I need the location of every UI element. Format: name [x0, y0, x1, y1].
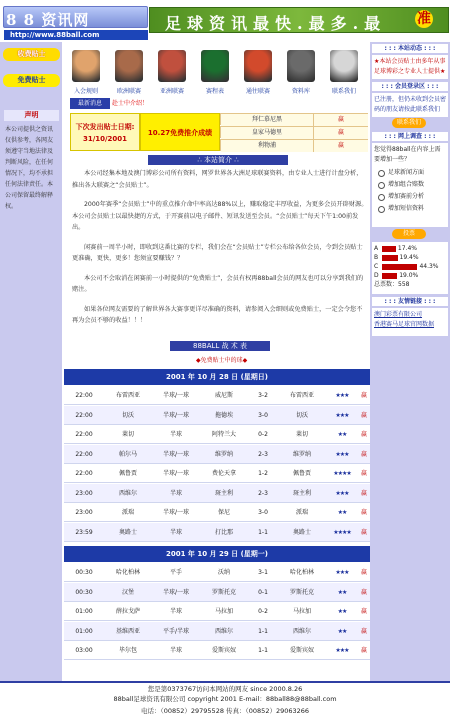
fixture-pick: 奥路士	[292, 528, 311, 536]
fixture-stars: ★★	[337, 588, 347, 596]
fixture-time: 00:30	[75, 588, 93, 596]
poll-result-label: B	[374, 254, 379, 261]
fixture-stars: ★★★	[335, 647, 349, 654]
nav-label: 入会规则	[73, 88, 98, 95]
fixture-pick: 马拉加	[292, 608, 311, 615]
fixture-row	[64, 641, 370, 660]
fixture-row	[64, 445, 370, 464]
poll-option[interactable]: 增加赛前分析	[374, 191, 446, 203]
player-photo	[244, 50, 272, 82]
links-heading: : : : 友情链接 : : :	[372, 297, 448, 306]
fixture-home: 切沃	[121, 411, 134, 419]
fixture-time: 23:00	[75, 509, 93, 516]
fixture-time: 01:00	[75, 608, 93, 615]
mini-result: 赢	[313, 127, 368, 139]
fixture-away: 斑主利	[214, 489, 233, 497]
fixture-home: 毕尔包	[118, 647, 137, 654]
nav-item[interactable]	[152, 42, 192, 97]
free-tips-button[interactable]: 免费贴士	[3, 74, 60, 87]
fixture-time: 03:00	[75, 647, 93, 654]
notice-body: 本公司提供之资讯仅供参考，各网友须遵守当地法律及判断风险，在任何情况下，均不承担任何法律责任。本公司保留最终解释权。	[5, 126, 54, 210]
member-login-text: 已注册，但仍未收到会员密码的朋友请按此联系我们	[372, 93, 448, 117]
nav-label: 联系我们	[331, 88, 356, 95]
copyright-line: 88ball足球资讯有限公司 copyright 2001 E-mail：88ball88@88ball.com	[113, 695, 337, 703]
fixtures-title: 88BALL 战 术 表	[170, 341, 270, 351]
player-photo	[330, 50, 358, 82]
poll-result-row	[374, 244, 446, 253]
nav-item[interactable]	[238, 42, 278, 97]
mini-result: 赢	[313, 114, 368, 126]
mini-row	[220, 113, 368, 125]
fixture-hcap: 半球	[169, 431, 182, 438]
fixture-home: 帕尔马	[118, 450, 137, 458]
fixture-home: 布雷西亚	[115, 392, 140, 399]
fixture-stars: ★★★★	[333, 528, 351, 536]
poll-result-row	[374, 271, 446, 280]
fixture-away: 打比那	[214, 528, 233, 536]
fixture-score: 3-1	[258, 569, 268, 576]
fixture-home: 派瑞	[121, 509, 134, 516]
fixture-hcap: 半球/一球	[162, 450, 190, 458]
fixture-pick: 哈化柏林	[289, 569, 314, 576]
fixture-time: 23:00	[75, 489, 93, 497]
fixture-res: 赢	[360, 489, 367, 497]
next-tip-box	[70, 113, 140, 151]
mini-row	[220, 126, 368, 138]
poll-results	[372, 242, 448, 294]
nav-label: 资料库	[291, 88, 310, 95]
fixture-home: 莱切	[121, 431, 134, 438]
fixture-row	[64, 386, 370, 405]
fixture-res: 赢	[360, 470, 367, 477]
fixture-away: 维罗纳	[214, 450, 233, 458]
fixture-away: 西维尔	[214, 627, 233, 635]
poll-box	[372, 143, 448, 227]
fixture-time: 22:00	[75, 431, 93, 438]
about-section	[72, 168, 368, 335]
poll-heading: : : : 网上调查 : : :	[372, 132, 448, 141]
fixture-hcap: 半球	[169, 608, 182, 615]
vote-button[interactable]: 投票	[392, 229, 426, 239]
fixture-stars: ★★	[337, 431, 347, 438]
fixture-stars: ★★★★	[333, 470, 351, 477]
fixture-pick: 西维尔	[292, 627, 311, 635]
fixture-res: 赢	[360, 411, 367, 419]
about-paragraph: 本公司经集本地及澳门博彩公司所有资料，网罗世界各大洲足球联赛资料，由专业人士进行计盘分析，推出各大联赛之“会员贴士”。	[72, 170, 363, 189]
fixture-row	[64, 484, 370, 503]
next-tip-date: 31/10/2001	[82, 135, 128, 143]
fixture-hcap: 平手/半球	[162, 627, 190, 635]
fixture-hcap: 平手	[169, 569, 182, 576]
fixture-stars: ★★★	[335, 392, 349, 399]
fixture-hcap: 半球/一球	[162, 411, 190, 419]
poll-result-label: C	[374, 263, 379, 270]
fixture-time: 22:00	[75, 411, 93, 419]
fixture-pick: 派瑞	[295, 509, 308, 516]
friend-link[interactable]: 香港赛马足球官网数据	[374, 321, 435, 328]
fixture-pick: 布雷西亚	[289, 392, 314, 399]
fixture-score: 0-2	[258, 608, 268, 615]
fixture-hcap: 半球/一球	[162, 588, 190, 596]
about-paragraph: 2000年赛季“会员贴士”中的重点推介命中率高达88%以上，赚取稳定丰厚收益，为更多会员开辟财源。本公司会员贴士以最快捷的方式，于开赛前以电子邮件、短讯发送至会员。“会员贴士”每天下午1:00前发出。	[72, 201, 368, 231]
fixture-hcap: 半球/一球	[162, 509, 190, 516]
fixture-score: 0-2	[258, 431, 268, 438]
fixture-pick: 爱斯宾奴	[289, 647, 314, 654]
fixture-hcap: 半球	[169, 528, 182, 536]
site-news-text[interactable]: ★本站会员贴士由多年从事足球博彩之专业人士提供★	[372, 55, 448, 79]
fixture-row	[64, 622, 370, 641]
poll-result-bar	[382, 246, 396, 252]
banner-accent: 准	[417, 11, 431, 27]
nav-item[interactable]	[66, 42, 106, 97]
fixture-row	[64, 503, 370, 522]
poll-result-pct: 19.4%	[399, 254, 419, 261]
nav-label: 通往联赛	[245, 88, 270, 95]
fixture-score: 3-0	[258, 509, 268, 516]
nav-label: 赛程表	[205, 88, 224, 95]
fixture-pick: 罗斯托克	[289, 588, 314, 596]
fixture-hcap: 半球	[169, 647, 182, 654]
fixture-away: 费伦天拿	[211, 470, 236, 477]
fixture-res: 赢	[360, 450, 367, 458]
fixture-time: 00:30	[75, 569, 93, 576]
fixture-row	[64, 602, 370, 621]
friend-link[interactable]: 澳门彩票有限公司	[374, 311, 423, 318]
fixture-score: 1-2	[258, 470, 268, 477]
player-photo	[201, 50, 229, 82]
fixture-res: 赢	[360, 569, 367, 576]
poll-option[interactable]: 增加组合赔数	[374, 179, 446, 191]
links-box	[372, 308, 448, 336]
contact-button[interactable]: 联系我们	[392, 118, 426, 128]
mini-team: 拜仁慕尼黑	[221, 114, 313, 126]
member-login-heading: : : : 会员登录区 : : :	[372, 82, 448, 91]
site-news-heading: : : : 本站动态 : : :	[372, 44, 448, 53]
about-title: ∴ 本站简介 ∴	[148, 155, 288, 165]
day-heading: 2001 年 10 月 28 日 (星期日)	[64, 369, 370, 385]
fixture-res: 赢	[360, 528, 367, 536]
nav-label: 欧洲联赛	[116, 88, 141, 95]
fixture-row	[64, 563, 370, 582]
marquee-label: 最新消息	[70, 98, 110, 109]
poll-result-label: A	[374, 245, 379, 252]
poll-result-bar	[382, 264, 417, 270]
fixture-away: 阿特兰大	[211, 431, 236, 438]
contact-line: 电话：（00852）29795528 传真：（00852）29063266	[140, 707, 310, 715]
fixture-row	[64, 425, 370, 444]
fixture-score: 2-3	[258, 489, 268, 497]
fixture-time: 01:00	[75, 627, 93, 635]
fixture-away: 拖德埃	[214, 411, 233, 419]
paid-tips-button[interactable]: 收费贴士	[3, 48, 60, 61]
player-photo	[72, 50, 100, 82]
nav-item[interactable]	[195, 42, 235, 97]
fixture-stars: ★★★	[335, 489, 349, 497]
mini-results-table	[220, 113, 368, 151]
fixture-home: 佩鲁贾	[118, 470, 137, 477]
mini-team: 皇家马德里	[221, 127, 313, 139]
fixture-pick: 切沃	[295, 411, 308, 419]
fixture-res: 赢	[360, 627, 367, 635]
fixture-res: 赢	[360, 647, 367, 654]
fixture-stars: ★★★	[335, 569, 349, 576]
nav-item[interactable]	[109, 42, 149, 97]
fixture-stars: ★★	[337, 608, 347, 615]
fixture-stars: ★★★	[335, 411, 349, 419]
about-paragraph: 闲赛前一周半小时，即收到这番比赛的专栏，我们会在“会员贴士”专栏公布给各位会员，令到会员贴士更准确，更快，更多！您须宣要赚钱？？	[72, 243, 363, 262]
visitor-counter: 您是第0373767访问本网站的网友 since 2000.8.26	[147, 685, 303, 693]
poll-result-row	[374, 262, 446, 271]
mini-team: 利物浦	[221, 140, 313, 152]
fixture-home: 薛拉戈萨	[115, 608, 140, 615]
fixture-away: 罗斯托克	[211, 588, 236, 596]
mini-result: 赢	[313, 140, 368, 152]
fixture-time: 22:00	[75, 450, 93, 458]
logo-text: 8 8 资讯网	[6, 11, 90, 29]
fixture-res: 赢	[360, 431, 367, 438]
fixture-res: 赢	[360, 608, 367, 615]
poll-option[interactable]: 增加短信资料	[374, 203, 446, 215]
fixture-res: 赢	[360, 588, 367, 596]
marquee-text[interactable]: 赴士中介绍！	[112, 100, 149, 107]
fixture-away: 威尼斯	[214, 392, 233, 399]
fixture-home: 哈化柏林	[115, 569, 140, 576]
fixture-away: 马拉加	[214, 608, 233, 615]
fixture-hcap: 半球	[169, 489, 182, 497]
fixture-away: 沃纳	[217, 569, 230, 576]
site-url[interactable]: http://www.88ball.com	[4, 30, 148, 40]
fixture-home: 汉堡	[121, 588, 134, 596]
fixture-stars: ★★	[337, 627, 347, 635]
fixture-away: 保尼	[217, 509, 230, 516]
fixture-home: 西维尔	[118, 489, 137, 497]
fixture-home: 基维西亚	[115, 627, 140, 635]
player-photo	[287, 50, 315, 82]
player-photo	[115, 50, 143, 82]
next-tip-label: 下次发出贴士日期:	[75, 123, 135, 131]
banner-text: 足球资讯最快.最多.最	[165, 14, 387, 33]
fixture-pick: 佩鲁贾	[292, 470, 311, 477]
about-paragraph: 如果各位网友需要的了解世界各大赛事更详尽准确的资料，请参阅入会细则或免费贴士，一定会令您不再为会员不够的收益！！！	[72, 305, 363, 324]
fixture-res: 赢	[360, 509, 367, 516]
fixture-score: 1-1	[258, 528, 268, 536]
mini-row	[220, 139, 368, 151]
poll-total: 总票数：558	[374, 281, 410, 288]
fixture-hcap: 半球/一球	[162, 470, 190, 477]
poll-result-pct: 44.3%	[419, 263, 439, 270]
fixtures-note: ◆免费贴士中的球◆	[196, 357, 248, 364]
day-heading: 2001 年 10 月 29 日 (星期一)	[64, 546, 370, 562]
fixture-score: 3-0	[258, 411, 268, 419]
fixture-pick: 维罗纳	[292, 450, 311, 458]
fixture-score: 2-3	[258, 450, 268, 458]
promo-result[interactable]: 10.27免费推介成绩	[140, 113, 220, 151]
about-paragraph: 本公司不会取消在闲赛前一小时提供的“免费贴士”，会员有权再88ball会员的网友也可以分享到我们的赌注。	[72, 274, 364, 293]
poll-result-bar	[382, 273, 397, 279]
player-photo	[158, 50, 186, 82]
poll-result-label: D	[374, 272, 379, 279]
fixture-stars: ★★	[337, 509, 347, 516]
fixture-away: 爱斯宾奴	[211, 647, 236, 654]
fixture-home: 奥路士	[118, 528, 137, 536]
fixture-row	[64, 406, 370, 425]
nav-item[interactable]	[281, 42, 321, 97]
fixture-pick: 斑主利	[292, 489, 311, 497]
fixture-score: 3-2	[258, 392, 268, 399]
nav-label: 亚洲联赛	[159, 88, 184, 95]
fixture-res: 赢	[360, 392, 367, 399]
fixture-row	[64, 464, 370, 483]
fixture-time: 23:59	[75, 528, 93, 536]
nav-item[interactable]	[324, 42, 364, 97]
poll-question: 您觉得88ball在内容上需要增加一些？	[374, 146, 441, 163]
fixture-score: 0-1	[258, 588, 268, 596]
fixture-stars: ★★★	[335, 450, 349, 458]
fixture-time: 22:00	[75, 470, 93, 477]
poll-result-pct: 19.0%	[399, 272, 419, 279]
poll-result-bar	[382, 255, 398, 261]
poll-option[interactable]: 足球新闻方面	[374, 167, 446, 179]
notice-title: 声明	[4, 110, 59, 121]
fixture-hcap: 半球/一球	[162, 392, 190, 399]
poll-result-pct: 17.4%	[397, 245, 417, 252]
fixture-row	[64, 583, 370, 602]
poll-result-row	[374, 253, 446, 262]
fixture-row	[64, 523, 370, 542]
fixture-pick: 莱切	[295, 431, 308, 438]
fixture-time: 22:00	[75, 392, 93, 399]
fixture-score: 1-1	[258, 627, 268, 635]
fixture-score: 1-1	[258, 647, 268, 654]
